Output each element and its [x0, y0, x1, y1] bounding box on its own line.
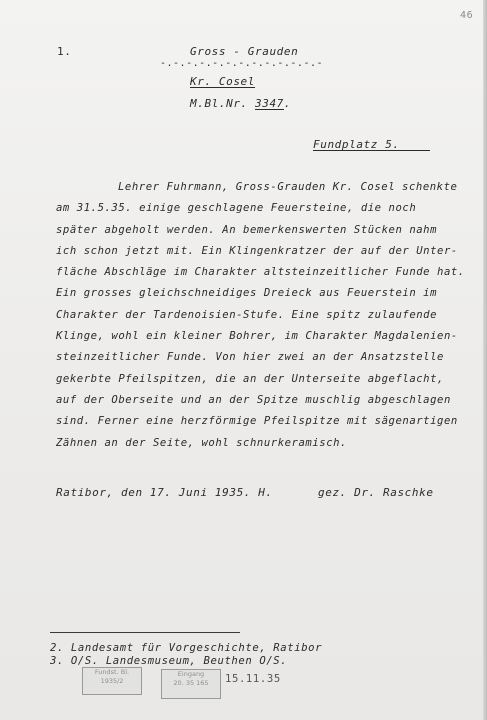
- district-name: Kr. Cosel: [190, 75, 256, 88]
- body-line: ich schon jetzt mit. Ein Klingenkratzer der auf der Unter-: [56, 244, 458, 257]
- stamp-text: Eingang: [177, 670, 205, 678]
- body-line: am 31.5.35. einige geschlagene Feuersteine, die noch: [56, 202, 417, 215]
- body-line: Lehrer Fuhrmann, Gross-Grauden Kr. Cosel schenkte: [118, 181, 458, 193]
- body-line: Zähnen an der Seite, wohl schnurkeramisch.: [56, 436, 347, 449]
- body-line: Ein grosses gleichschneidiges Dreieck aus Feuerstein im: [56, 287, 438, 300]
- body-line: später abgeholt werden. An bemerkenswerten Stücken nahm: [56, 223, 438, 236]
- stamp-text: Fundst. Bl.: [94, 668, 130, 676]
- stamp-date: 15.11.35: [225, 673, 281, 685]
- map-sheet-prefix: M.Bl.Nr.: [190, 97, 256, 110]
- find-site-underline: [392, 150, 430, 151]
- distribution-rule: [50, 632, 240, 633]
- body-line: auf der Oberseite und an der Spitze muschlig abgeschlagen: [56, 393, 451, 406]
- page-edge: [483, 0, 487, 720]
- entry-number: 1.: [57, 45, 72, 58]
- distribution-line: 3. O/S. Landesmuseum, Beuthen O/S.: [50, 655, 288, 667]
- place-name: Gross - Grauden: [190, 45, 299, 58]
- body-line: steinzeitlicher Funde. Von hier zwei an der Ansatzstelle: [56, 351, 444, 364]
- map-sheet-value: 3347: [255, 97, 284, 110]
- body-line: gekerbte Pfeilspitzen, die an der Unterseite abgeflacht,: [56, 372, 444, 385]
- report-body: [56, 177, 476, 454]
- find-site-label: Fundplatz 5.: [313, 138, 400, 151]
- receipt-stamp: [161, 669, 221, 699]
- folio-number: 46: [460, 10, 474, 21]
- map-sheet-number: [190, 97, 291, 110]
- body-line: fläche Abschläge im Charakter altsteinzeitlicher Funde hat.: [56, 266, 465, 279]
- body-line: Charakter der Tardenoisien-Stufe. Eine spitz zulaufende: [56, 308, 438, 321]
- registry-stamp: [82, 667, 142, 695]
- stamp-text: 20. 35 165: [173, 679, 209, 687]
- body-line: sind. Ferner eine herzförmige Pfeilspitze mit sägenartigen: [56, 415, 458, 428]
- distribution-line: 2. Landesamt für Vorgeschichte, Ratibor: [50, 642, 323, 654]
- map-sheet-suffix: .: [283, 97, 292, 110]
- stamp-text: 1935/2: [100, 677, 124, 685]
- title-divider: -.-.-.-.-.-.-.-.-.-.-.-.-: [160, 58, 324, 69]
- body-line: Klinge, wohl ein kleiner Bohrer, im Charakter Magdalenien-: [56, 330, 458, 343]
- place-and-date: Ratibor, den 17. Juni 1935. H.: [56, 486, 273, 499]
- signature: gez. Dr. Raschke: [318, 486, 434, 499]
